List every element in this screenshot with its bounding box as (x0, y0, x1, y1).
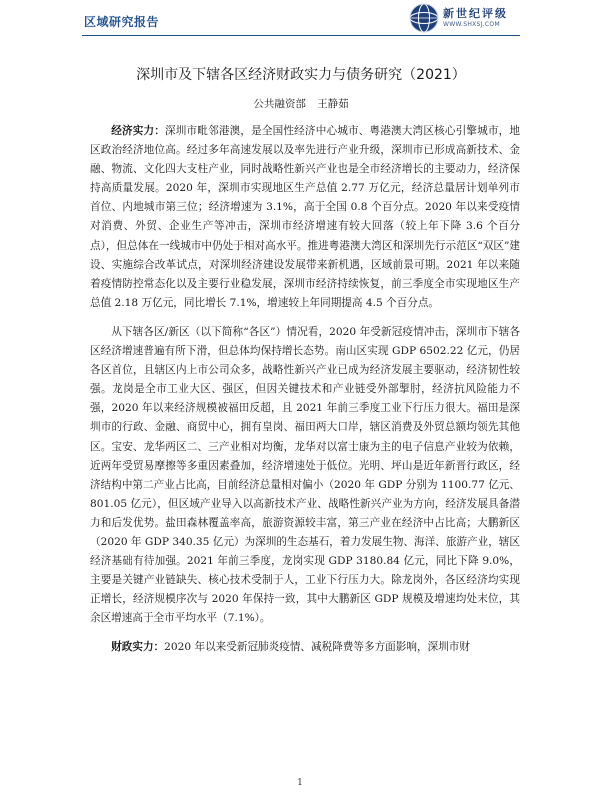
company-logo (409, 3, 524, 33)
logo-url: WWW.SHXSJ.COM (443, 21, 500, 28)
paragraph-fiscal-strength (90, 638, 520, 657)
page-number: 1 (297, 778, 303, 788)
paragraph-text: 深圳市毗邻港澳，是全国性经济中心城市、粤港澳大湾区核心引擎城市，地区政治经济地位高。经过多年高速发展以及率先进行产业升级，深圳市已形成高新技术、金融、物流、文化四大支柱产业，同时战略性新兴产业也是全市经济增长的主要动力，经济保持高质量发展。2020 年，深圳市实现地区生产总值 2.77 万亿元，经济总量居计划单列市首位、内地城市第三位；经济增速为 3.1%，高于全国 0.8 个百分点。2020 年以来受疫情对消费、外贸、企业生产等冲击，深圳市经济增速有较大回落（较上年下降 3.6 个百分点），但总体在一线城市中仍处于相对高水平。推进粤港澳大湾区和深圳先行示范区“双区”建设、实施综合改革试点，对深圳经济建设发展带来新机遇，区域前景可期。2021 年以来随着疫情防控常态化以及主要行业稳发展，深圳市经济持续恢复，前三季度全市实现地区生产总值 2.18 万亿元，同比增长 7.1%，增速较上年同期提高 4.5 个百分点。 (90, 125, 521, 309)
document-title: 深圳市及下辖各区经济财政实力与债务研究（2021） (136, 67, 466, 83)
section-title: 区域研究报告 (84, 15, 160, 29)
paragraph-text: 从下辖各区/新区（以下简称“各区”）情况看，2020 年受新冠疫情冲击，深圳市下辖各区经济增速普遍有所下滑，但总体均保持增长态势。南山区实现 GDP 6502.22 亿元，仍居各区首位，且辖区内上市公司众多，战略性新兴产业已成为经济发展主要驱动，经济韧性较强。龙岗是全市工业大区、强区，但因关键技术和产业链受外部掣肘，经济抗风险能力不强，2020 年以来经济规模被福田反超，且 2021 年前三季度工业下行压力很大。福田是深圳市的行政、金融、商贸中心，拥有皇岗、福田两大口岸，辖区消费及外贸总额均领先其他区。宝安、龙华两区二、三产业相对均衡，龙华对以富士康为主的电子信息产业较为依赖，近两年受贸易摩擦等多重因素叠加，经济增速处于低位。光明、坪山是近年新晋行政区，经济结构中第二产业占比高，目前经济总量相对偏小（2020 年 GDP 分别为 1100.77 亿元、801.05 亿元），但区域产业导入以高新技术产业、战略性新兴产业为方向，经济发展具备潜力和后发优势。盐田森林覆盖率高，旅游资源较丰富，第三产业在经济中占比高；大鹏新区（2020 年 GDP 340.35 亿元）为深圳的生态基石，着力发展生物、海洋、旅游产业，辖区经济基础有待加强。2021 年前三季度，龙岗实现 GDP 3180.84 亿元，同比下降 9.0%，主要是关键产业链缺失、核心技术受制于人，工业下行压力大。除龙岗外，各区经济均实现正增长，经济规模序次与 2020 年保持一致，其中大鹏新区 GDP 规模及增速均处末位，其余区增速高于全市平均水平（7.1%）。 (90, 325, 520, 625)
page-header (0, 0, 600, 44)
globe-logo-icon (409, 3, 439, 33)
author-name: 王静茹 (317, 98, 349, 110)
paragraph-lead: 财政实力： (111, 641, 165, 654)
report-body (90, 122, 520, 668)
logo-name: 新世纪评级 (443, 7, 508, 20)
paragraph-text: 2020 年以来受新冠肺炎疫情、减税降费等多方面影响，深圳市财 (164, 641, 470, 654)
paragraph-economic-strength (90, 122, 520, 313)
author-line (82, 96, 520, 111)
header-divider (82, 35, 520, 36)
paragraph-district-overview (90, 323, 520, 629)
department-name: 公共融资部 (253, 98, 306, 110)
paragraph-lead: 经济实力： (111, 125, 166, 137)
